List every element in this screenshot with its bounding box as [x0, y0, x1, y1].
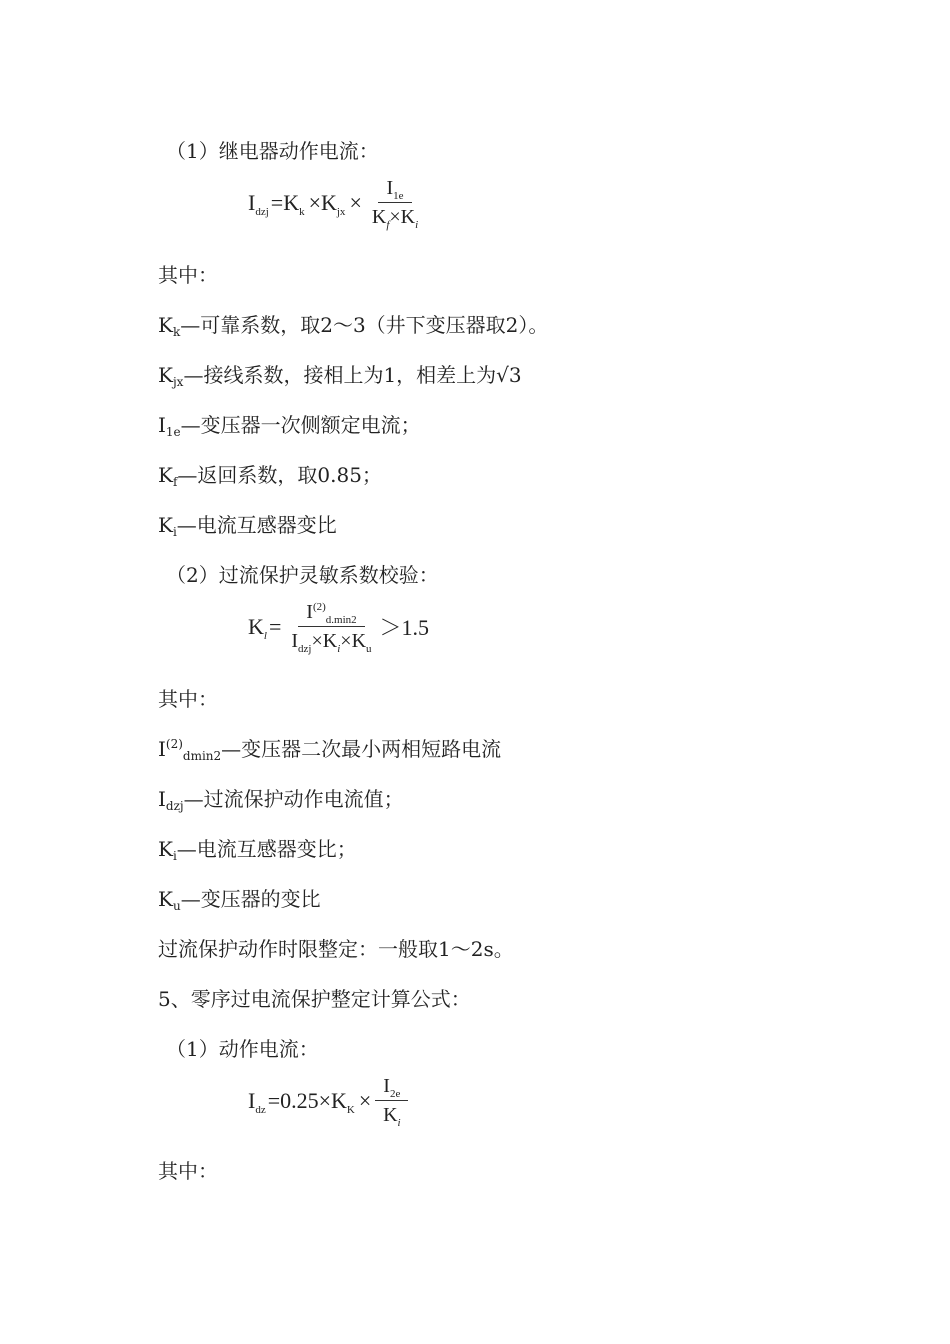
def-kk: $K_k—$可靠系数，取2～3（井下变压器取2）。	[158, 313, 549, 339]
def-i1e: $I_{1e}—$变压器一次侧额定电流；	[158, 413, 421, 439]
fraction-denominator: $I_{dzj}\times K_i\times K_u$	[291, 630, 372, 655]
formula-operator: ×	[358, 1087, 372, 1113]
fraction-numerator: $I_{1e}$	[378, 176, 411, 203]
formula-fraction	[375, 1074, 408, 1127]
where-label-2: 其中：	[158, 687, 218, 711]
section-1-title: （1）继电器动作电流：	[166, 139, 379, 163]
def-ki: $K_i—$电流互感器变比	[158, 513, 337, 539]
def-kjx: $K_{jx}—$接线系数，接相上为1，相差上为√3	[158, 363, 522, 389]
section-5-1-title: （1）动作电流：	[166, 1037, 319, 1061]
section-5-title: 5、零序过电流保护整定计算公式：	[158, 987, 471, 1011]
section-2-title: （2）过流保护灵敏系数校验：	[166, 563, 439, 587]
formula-term: $K_l$	[248, 613, 267, 642]
formula-term: $=0.25\times K_K$	[267, 1087, 355, 1116]
fraction-denominator: $K_i$	[383, 1104, 401, 1129]
where-label-1: 其中：	[158, 263, 218, 287]
formula-term: $I_{dz}$	[248, 1087, 266, 1116]
formula-fraction	[366, 176, 424, 229]
formula-term: $\times K_{jx}$	[308, 189, 346, 218]
time-limit-text: 过流保护动作时限整定：一般取1～2s。	[158, 937, 514, 961]
fraction-numerator: $I^{(2)}_{d.min2}$	[298, 600, 364, 627]
formula-operator: ×	[349, 189, 362, 215]
fraction-denominator: $K_f\times K_i$	[371, 206, 419, 231]
formula-operator: =	[268, 613, 282, 639]
def-ki-2: $K_i—$电流互感器变比；	[158, 837, 357, 863]
def-ku: $K_u—$变压器的变比	[158, 887, 321, 913]
formula-zero-seq-current	[248, 1074, 410, 1127]
def-i2dmin2: $I^{(2)}_{dmin2}—$变压器二次最小两相短路电流	[158, 737, 502, 763]
formula-rhs: ＞1.5	[379, 615, 430, 640]
def-kf: $K_f—$返回系数，取0.85；	[158, 463, 382, 489]
formula-fraction	[285, 600, 377, 653]
formula-term: $=K_k$	[270, 189, 305, 218]
formula-relay-current	[248, 176, 426, 229]
where-label-3: 其中：	[158, 1159, 218, 1183]
def-idzj: $I_{dzj}—$过流保护动作电流值；	[158, 787, 404, 813]
formula-term: $I_{dzj}$	[248, 189, 269, 218]
fraction-numerator: $I_{2e}$	[375, 1074, 408, 1101]
formula-sensitivity	[248, 600, 429, 653]
